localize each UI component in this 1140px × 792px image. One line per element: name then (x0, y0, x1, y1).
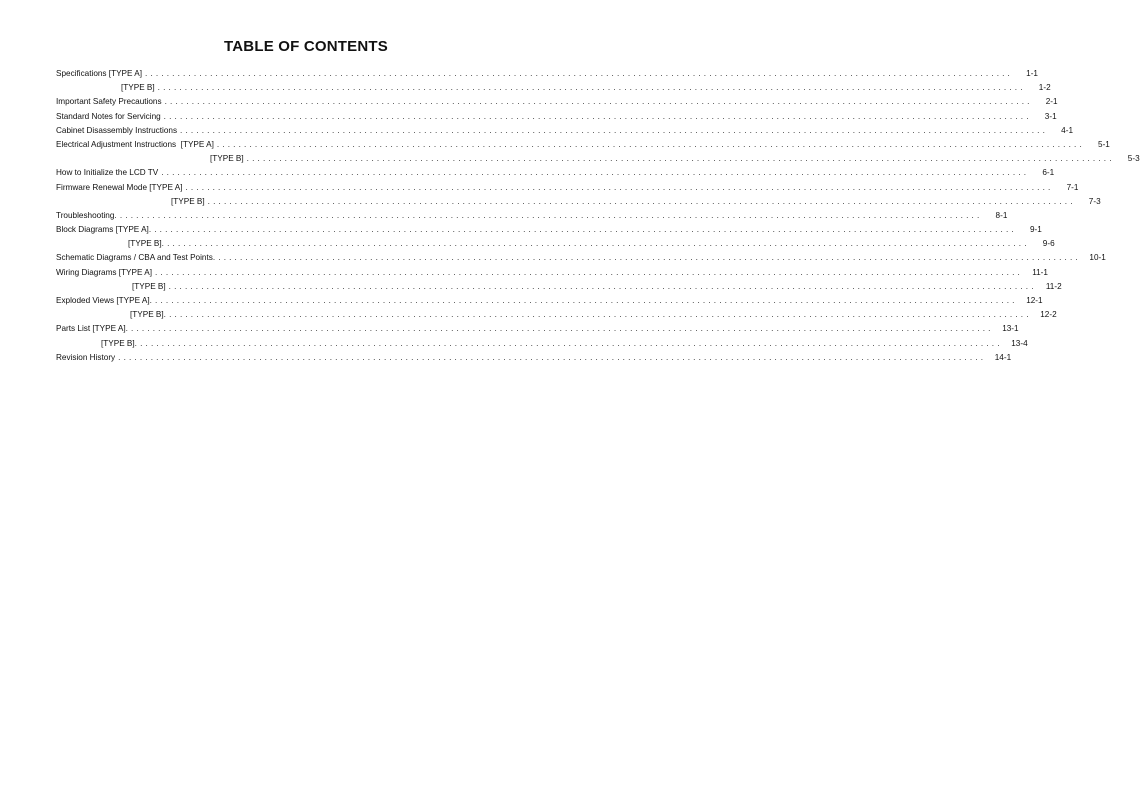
toc-entry-exploded-views-type-a[interactable] (56, 294, 1043, 308)
toc-entry-troubleshooting[interactable] (56, 209, 1008, 223)
dot-leader: ................................................................................................................................................................ (149, 296, 1018, 305)
toc-entry-page: 6-1 (1042, 168, 1055, 178)
toc-entry-label: [TYPE B] (210, 154, 244, 164)
dot-leader: ................................................................................................................................................................ (164, 97, 1033, 107)
toc-entry-schematic-diagrams[interactable] (56, 251, 1106, 265)
dot-leader: ................................................................................................................................................................ (161, 239, 1030, 249)
page-title: TABLE OF CONTENTS (224, 38, 388, 55)
toc-entry-label: Wiring Diagrams [TYPE A] (56, 267, 152, 277)
toc-entry-page: 13-1 (1002, 324, 1019, 334)
dot-leader: ................................................................................................................................................................ (118, 352, 987, 362)
toc-entry-standard-notes-for-servicing[interactable] (56, 110, 1057, 124)
toc-entry-page: 9-6 (1042, 239, 1055, 249)
toc-entry-label: [TYPE B] (171, 196, 205, 206)
dot-leader: ................................................................................................................................................................ (157, 83, 1026, 93)
toc-entry-electrical-adjustment-type-b[interactable] (56, 152, 1140, 166)
toc-entry-label: How to Initialize the LCD TV (56, 168, 159, 178)
dot-leader: ................................................................................................................................................................ (163, 310, 1032, 320)
toc-entry-block-diagrams-type-b[interactable] (56, 237, 1055, 251)
dot-leader: ................................................................................................................................................................ (180, 125, 1049, 135)
toc-entry-label: Firmware Renewal Mode [TYPE A] (56, 182, 183, 192)
toc-entry-label: Exploded Views [TYPE A] (56, 296, 150, 305)
toc-entry-page: 7-1 (1066, 182, 1079, 192)
toc-entry-label: Cabinet Disassembly Instructions (56, 125, 178, 135)
toc-entry-page: 8-1 (995, 210, 1008, 220)
toc-entry-important-safety-precautions[interactable] (56, 95, 1058, 109)
dot-leader: ................................................................................................................................................................ (163, 111, 1032, 121)
dot-leader: ................................................................................................................................................................ (246, 154, 1115, 164)
toc-entry-exploded-views-type-b[interactable] (56, 308, 1057, 322)
toc-entry-label: Standard Notes for Servicing (56, 111, 161, 121)
toc-entry-wiring-diagrams-type-b[interactable] (56, 280, 1062, 294)
dot-leader: ................................................................................................................................................................ (212, 253, 1081, 263)
toc-entry-page: 10-1 (1089, 253, 1106, 263)
toc-entry-page: 11-1 (1032, 267, 1048, 277)
dot-leader: ................................................................................................................................................................ (161, 168, 1030, 178)
toc-entry-firmware-renewal-type-b[interactable] (56, 195, 1101, 209)
toc-entry-cabinet-disassembly-instructions[interactable] (56, 124, 1074, 138)
toc-entry-label: [TYPE B] (128, 239, 162, 249)
dot-leader: ................................................................................................................................................................ (168, 281, 1037, 291)
toc-entry-firmware-renewal-type-a[interactable] (56, 181, 1079, 195)
toc-entry-page: 11-2 (1045, 281, 1062, 291)
toc-entry-wiring-diagrams-type-a[interactable] (56, 266, 1048, 280)
toc-entry-page: 2-1 (1045, 97, 1058, 107)
toc-entry-page: 1-1 (1026, 69, 1038, 78)
toc-entry-label: Block Diagrams [TYPE A] (56, 225, 149, 235)
toc-entry-page: 12-2 (1040, 310, 1057, 320)
dot-leader: ................................................................................................................................................................ (125, 324, 994, 334)
toc-entry-specifications-type-a[interactable] (56, 67, 1038, 81)
toc-entry-page: 13-4 (1011, 338, 1028, 348)
toc-entry-label: Parts List [TYPE A] (56, 324, 126, 334)
toc-entry-label: [TYPE B] (121, 83, 155, 93)
toc-entry-parts-list-type-a[interactable] (56, 322, 1019, 336)
toc-entry-how-to-initialize-lcd-tv[interactable] (56, 166, 1055, 180)
toc-entry-page: 4-1 (1061, 125, 1074, 135)
toc-entry-label: Electrical Adjustment Instructions [TYPE A] (56, 139, 214, 149)
toc-entry-label: Revision History (56, 352, 116, 362)
toc-entry-specifications-type-b[interactable] (56, 81, 1051, 95)
dot-leader: ................................................................................................................................................................ (216, 139, 1085, 149)
dot-leader: ................................................................................................................................................................ (114, 210, 983, 220)
toc-entry-page: 5-1 (1098, 139, 1110, 149)
toc-entry-page: 9-1 (1029, 225, 1042, 235)
toc-entry-page: 3-1 (1044, 111, 1057, 121)
table-of-contents (56, 67, 1140, 365)
toc-entry-label: Troubleshooting (56, 210, 115, 220)
dot-leader: ................................................................................................................................................................ (207, 196, 1076, 206)
toc-entry-page: 1-2 (1038, 83, 1051, 93)
toc-entry-page: 5-3 (1127, 154, 1140, 164)
toc-entry-label: [TYPE B] (101, 338, 135, 348)
toc-entry-label: Schematic Diagrams / CBA and Test Points (56, 253, 213, 263)
toc-entry-label: Specifications [TYPE A] (56, 69, 143, 78)
toc-entry-parts-list-type-b[interactable] (56, 337, 1028, 351)
toc-entry-label: [TYPE B] (132, 281, 166, 291)
toc-entry-page: 14-1 (994, 352, 1012, 362)
dot-leader: ................................................................................................................................................................ (148, 225, 1017, 235)
toc-entry-label: [TYPE B] (130, 310, 164, 320)
toc-entry-label: Important Safety Precautions (56, 97, 162, 107)
dot-leader: ................................................................................................................................................................ (155, 267, 1023, 277)
toc-entry-electrical-adjustment-type-a[interactable] (56, 138, 1110, 152)
toc-entry-revision-history[interactable] (56, 351, 1012, 365)
toc-entry-page: 7-3 (1088, 196, 1101, 206)
dot-leader: ................................................................................................................................................................ (145, 69, 1013, 78)
dot-leader: ................................................................................................................................................................ (185, 182, 1054, 192)
dot-leader: ................................................................................................................................................................ (134, 338, 1003, 348)
toc-entry-block-diagrams-type-a[interactable] (56, 223, 1042, 237)
toc-entry-page: 12-1 (1026, 296, 1043, 305)
